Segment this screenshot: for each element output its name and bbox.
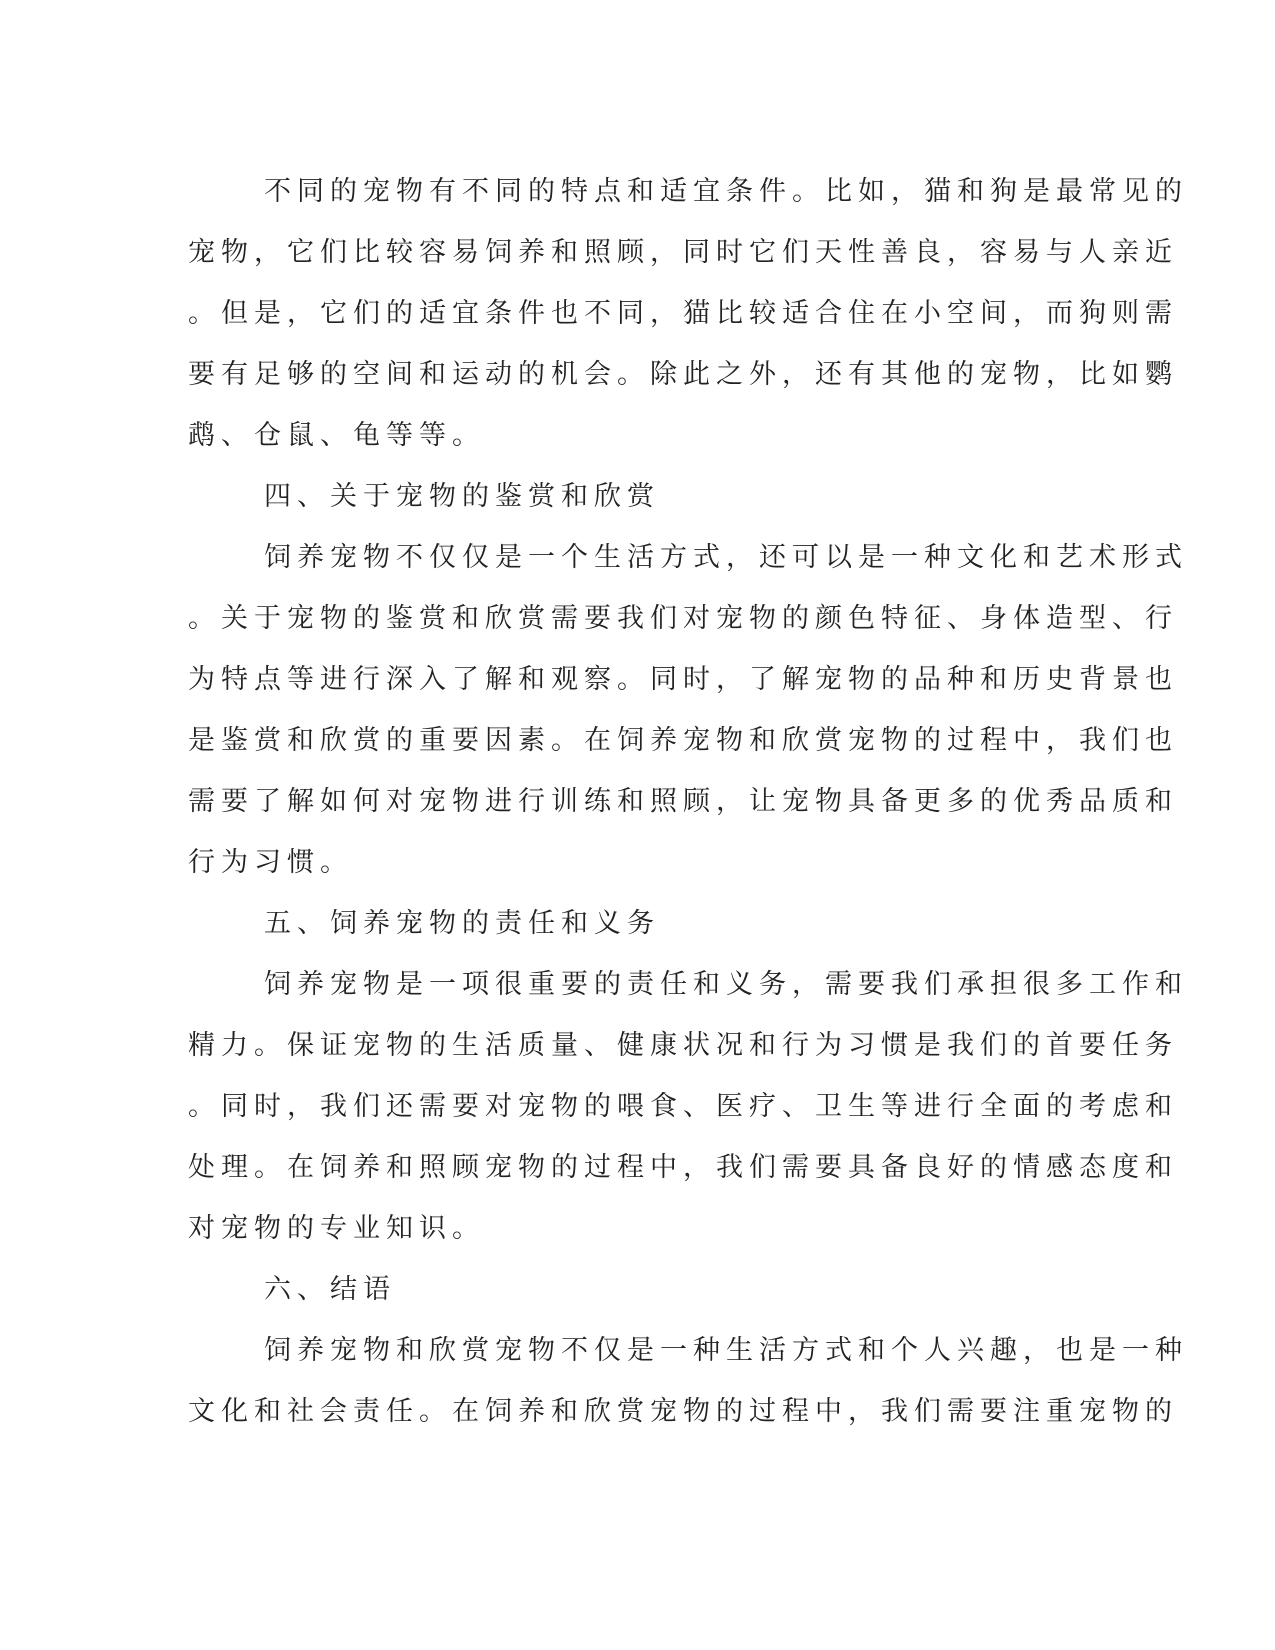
- text-line: 饲养宠物和欣赏宠物不仅是一种生活方式和个人兴趣，也是一种: [264, 1335, 1188, 1366]
- text-line: 饲养宠物不仅仅是一个生活方式，还可以是一种文化和艺术形式: [264, 542, 1188, 573]
- text-line: 。同时，我们还需要对宠物的喂食、医疗、卫生等进行全面的考虑和: [188, 1091, 1178, 1122]
- text-line: 不同的宠物有不同的特点和适宜条件。比如，猫和狗是最常见的: [264, 176, 1188, 207]
- text-line: 需要了解如何对宠物进行训练和照顾，让宠物具备更多的优秀品质和: [188, 786, 1178, 817]
- text-line: 鹉、仓鼠、龟等等。: [188, 420, 485, 451]
- section-heading: 四、关于宠物的鉴赏和欣赏: [264, 481, 660, 512]
- text-line: 是鉴赏和欣赏的重要因素。在饲养宠物和欣赏宠物的过程中，我们也: [188, 725, 1178, 756]
- text-line: 行为习惯。: [188, 847, 353, 878]
- text-line: 宠物，它们比较容易饲养和照顾，同时它们天性善良，容易与人亲近: [188, 237, 1178, 268]
- text-line: 。关于宠物的鉴赏和欣赏需要我们对宠物的颜色特征、身体造型、行: [188, 603, 1178, 634]
- text-line: 为特点等进行深入了解和观察。同时，了解宠物的品种和历史背景也: [188, 664, 1178, 695]
- text-line: 要有足够的空间和运动的机会。除此之外，还有其他的宠物，比如鹦: [188, 359, 1178, 390]
- text-line: 处理。在饲养和照顾宠物的过程中，我们需要具备良好的情感态度和: [188, 1152, 1178, 1183]
- text-line: 。但是，它们的适宜条件也不同，猫比较适合住在小空间，而狗则需: [188, 298, 1178, 329]
- document-body: [188, 161, 1188, 1442]
- section-heading: 六、结语: [264, 1274, 396, 1305]
- text-line: 对宠物的专业知识。: [188, 1213, 485, 1244]
- section-heading: 五、饲养宠物的责任和义务: [264, 908, 660, 939]
- text-line: 文化和社会责任。在饲养和欣赏宠物的过程中，我们需要注重宠物的: [188, 1396, 1178, 1427]
- text-line: 饲养宠物是一项很重要的责任和义务，需要我们承担很多工作和: [264, 969, 1188, 1000]
- text-line: 精力。保证宠物的生活质量、健康状况和行为习惯是我们的首要任务: [188, 1030, 1178, 1061]
